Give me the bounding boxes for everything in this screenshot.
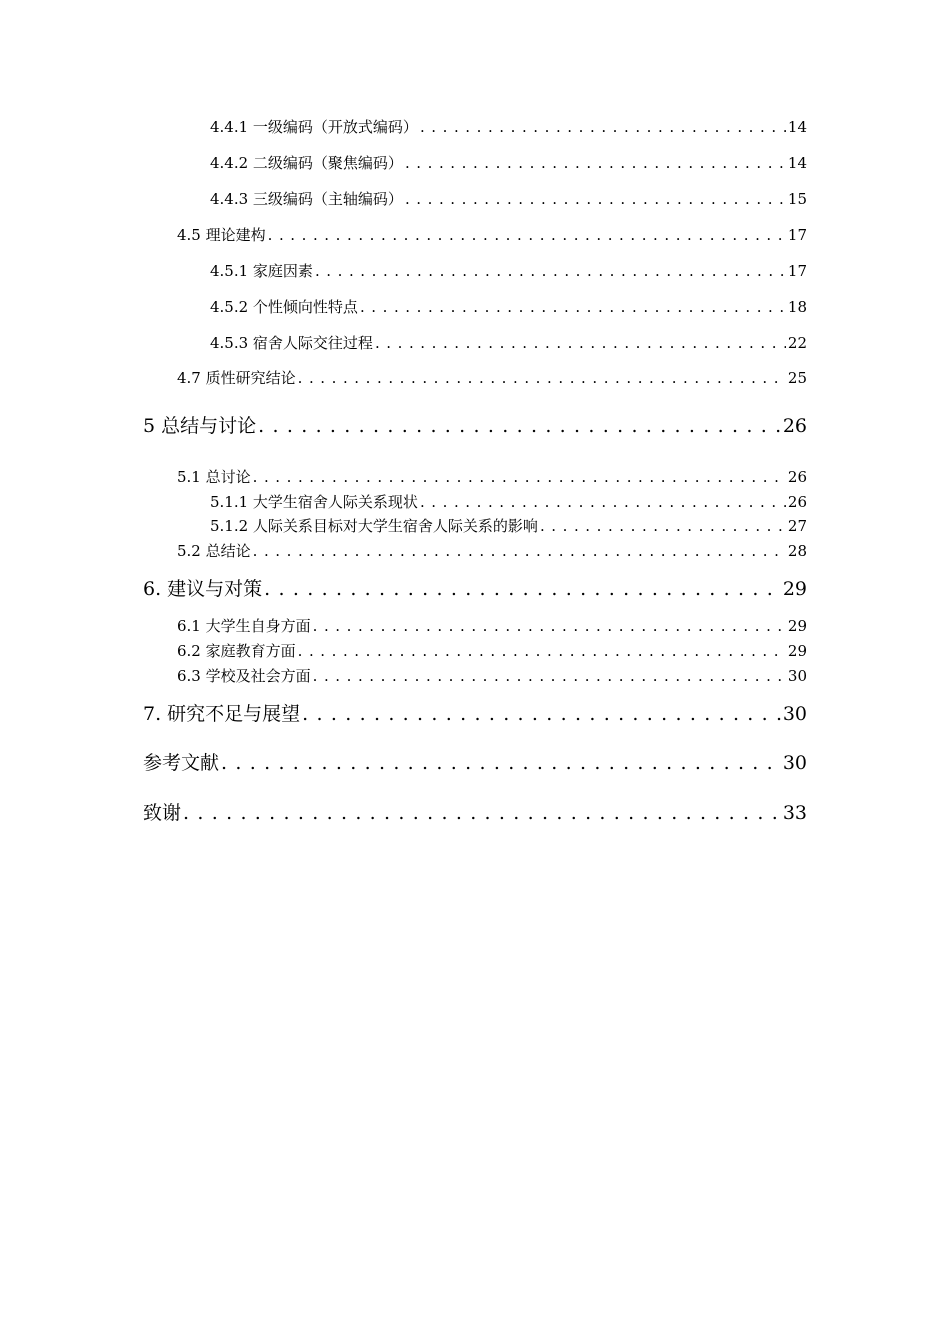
toc-page-number: 17 xyxy=(787,226,807,244)
dot-leader xyxy=(313,617,786,635)
toc-entry-5-1-2[interactable] xyxy=(210,517,807,535)
toc-entry-label: 4.4.3 三级编码（主轴编码） xyxy=(210,190,403,208)
toc-entry-4-5-2[interactable] xyxy=(210,298,807,316)
toc-entry-5-1[interactable] xyxy=(177,468,807,486)
toc-page-number: 15 xyxy=(787,190,807,208)
toc-entry-label: 6.3 学校及社会方面 xyxy=(177,667,311,685)
toc-entry-label: 4.4.1 一级编码（开放式编码） xyxy=(210,118,418,136)
toc-entry-4-5[interactable] xyxy=(177,226,807,244)
toc-page-number: 30 xyxy=(787,667,807,685)
toc-page-number: 33 xyxy=(782,802,807,824)
dot-leader xyxy=(420,493,786,511)
toc-entry-label: 5.1.1 大学生宿舍人际关系现状 xyxy=(210,493,418,511)
toc-entry-chapter-6[interactable] xyxy=(143,578,807,601)
toc-page-number: 26 xyxy=(787,468,807,486)
toc-entry-chapter-7[interactable] xyxy=(143,703,807,726)
dot-leader xyxy=(315,262,786,280)
toc-entry-label: 4.4.2 二级编码（聚焦编码） xyxy=(210,154,403,172)
toc-entry-label: 致谢 xyxy=(143,802,182,824)
toc-entry-label: 5.1.2 人际关系目标对大学生宿舍人际关系的影响 xyxy=(210,517,538,535)
toc-page-number: 27 xyxy=(787,517,807,535)
dot-leader xyxy=(405,154,786,172)
toc-entry-4-5-1[interactable] xyxy=(210,262,807,280)
dot-leader xyxy=(183,802,781,825)
toc-entry-label: 4.7 质性研究结论 xyxy=(177,369,296,387)
dot-leader xyxy=(360,298,786,316)
toc-entry-4-4-3[interactable] xyxy=(210,190,807,208)
toc-page-number: 28 xyxy=(787,542,807,560)
toc-page-number: 29 xyxy=(787,617,807,635)
dot-leader xyxy=(298,642,786,660)
toc-entry-label: 4.5 理论建构 xyxy=(177,226,266,244)
toc-page-number: 30 xyxy=(782,703,807,725)
dot-leader xyxy=(302,703,781,726)
dot-leader xyxy=(540,517,786,535)
dot-leader xyxy=(405,190,786,208)
toc-page-number: 17 xyxy=(787,262,807,280)
toc-entry-4-7[interactable] xyxy=(177,369,807,387)
toc-entry-label: 4.5.2 个性倾向性特点 xyxy=(210,298,358,316)
toc-page-number: 29 xyxy=(787,642,807,660)
dot-leader xyxy=(264,578,781,601)
toc-entry-label: 5.1 总讨论 xyxy=(177,468,251,486)
toc-entry-label: 4.5.3 宿舍人际交往过程 xyxy=(210,334,373,352)
toc-entry-acknowledgements[interactable] xyxy=(143,802,807,825)
toc-entry-label: 7. 研究不足与展望 xyxy=(143,703,301,725)
dot-leader xyxy=(221,752,781,775)
toc-entry-6-2[interactable] xyxy=(177,642,807,660)
dot-leader xyxy=(313,667,786,685)
toc-page-number: 22 xyxy=(787,334,807,352)
dot-leader xyxy=(253,542,786,560)
toc-entry-label: 4.5.1 家庭因素 xyxy=(210,262,313,280)
toc-page-number: 14 xyxy=(787,154,807,172)
toc-page-number: 18 xyxy=(787,298,807,316)
toc-entry-chapter-5[interactable] xyxy=(143,415,807,438)
toc-entry-references[interactable] xyxy=(143,752,807,775)
toc-entry-label: 5.2 总结论 xyxy=(177,542,251,560)
dot-leader xyxy=(298,369,786,387)
toc-page-number: 25 xyxy=(787,369,807,387)
toc-entry-4-5-3[interactable] xyxy=(210,334,807,352)
toc-page-number: 26 xyxy=(787,493,807,511)
toc-page-number: 26 xyxy=(782,415,807,437)
dot-leader xyxy=(258,415,781,438)
dot-leader xyxy=(268,226,786,244)
dot-leader xyxy=(420,118,786,136)
toc-entry-label: 6. 建议与对策 xyxy=(143,578,263,600)
dot-leader xyxy=(253,468,786,486)
toc-entry-4-4-1[interactable] xyxy=(210,118,807,136)
toc-page-number: 14 xyxy=(787,118,807,136)
toc-entry-5-2[interactable] xyxy=(177,542,807,560)
toc-entry-label: 参考文献 xyxy=(143,752,220,774)
toc-page-number: 30 xyxy=(782,752,807,774)
toc-entry-label: 5 总结与讨论 xyxy=(143,415,257,437)
toc-entry-label: 6.1 大学生自身方面 xyxy=(177,617,311,635)
toc-entry-4-4-2[interactable] xyxy=(210,154,807,172)
toc-entry-6-3[interactable] xyxy=(177,667,807,685)
toc-entry-6-1[interactable] xyxy=(177,617,807,635)
dot-leader xyxy=(375,334,786,352)
toc-entry-5-1-1[interactable] xyxy=(210,493,807,511)
toc-page-number: 29 xyxy=(782,578,807,600)
toc-entry-label: 6.2 家庭教育方面 xyxy=(177,642,296,660)
